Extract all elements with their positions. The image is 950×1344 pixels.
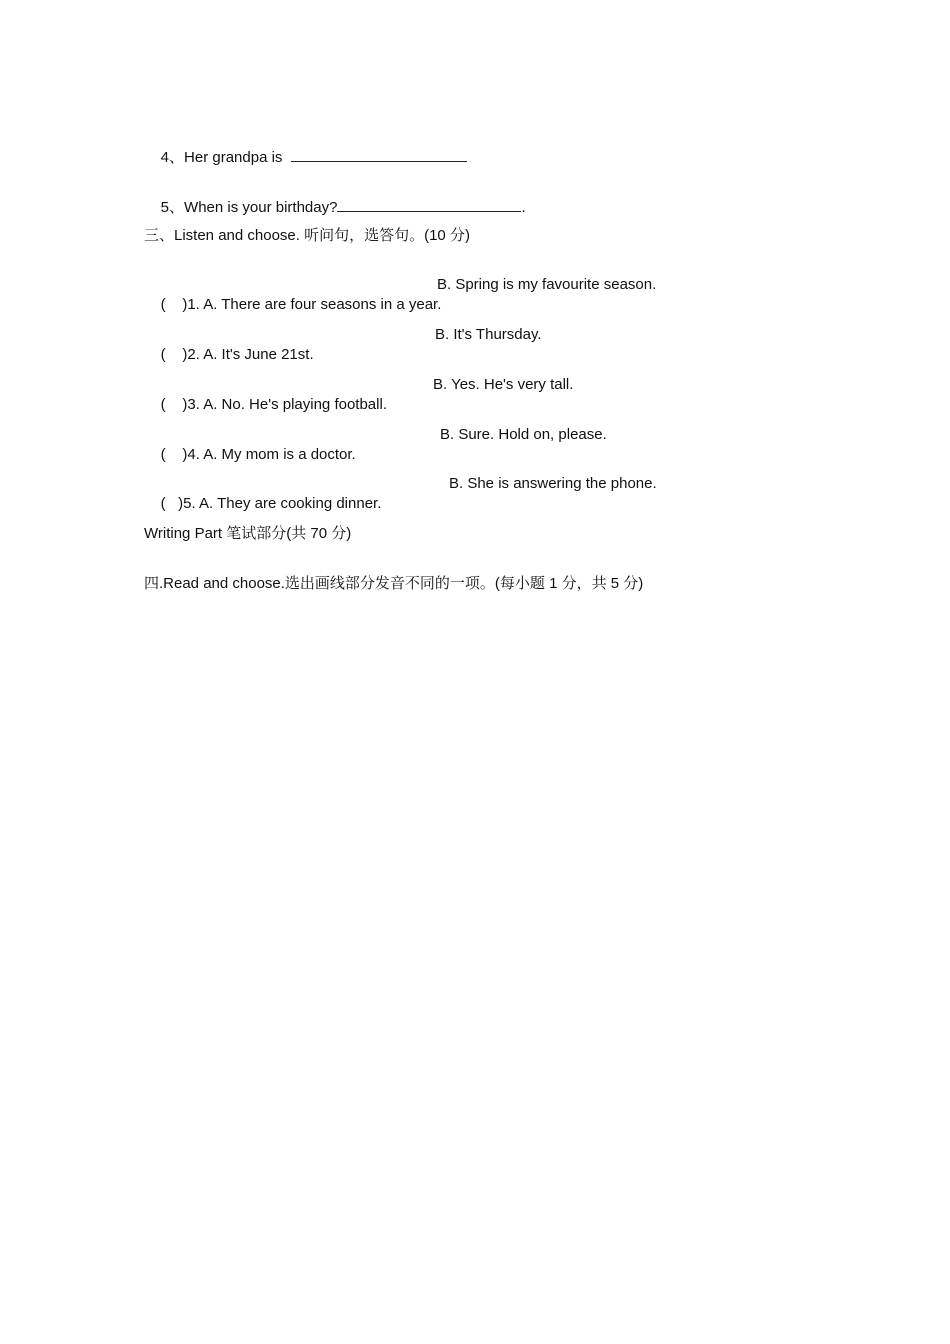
answer-blank[interactable]	[291, 147, 467, 162]
item-suffix: .	[521, 199, 526, 216]
section-3-title: 三、Listen and choose. 听问句，选答句。(10 分)	[144, 227, 470, 244]
question-label: ( )2.	[160, 346, 200, 363]
item-separator: 、	[169, 199, 185, 216]
option-b: B. She is answering the phone.	[449, 475, 657, 492]
option-a: A. My mom is a doctor.	[203, 446, 356, 463]
option-b: B. Sure. Hold on, please.	[440, 426, 607, 443]
question-label: ( )1.	[160, 296, 200, 313]
item-number: 5	[160, 199, 170, 216]
question-label: ( )4.	[160, 446, 200, 463]
question-label: ( )3.	[160, 396, 200, 413]
item-text: Her grandpa is	[184, 149, 287, 166]
item-text: When is your birthday?	[184, 199, 338, 216]
option-b: B. Spring is my favourite season.	[437, 276, 657, 293]
answer-blank[interactable]	[337, 197, 521, 212]
question-label: ( )5.	[160, 495, 196, 512]
section-4-title: 四.Read and choose.选出画线部分发音不同的一项。(每小题 1 分，共 5 分)	[144, 575, 644, 592]
option-a: A. They are cooking dinner.	[199, 495, 382, 512]
writing-part-heading: Writing Part 笔试部分(共 70 分)	[144, 525, 352, 542]
option-a: A. It's June 21st.	[203, 346, 314, 363]
option-b: B. Yes. He's very tall.	[433, 376, 574, 393]
item-number: 4	[160, 149, 170, 166]
item-separator: 、	[169, 149, 185, 166]
option-a: A. No. He's playing football.	[203, 396, 387, 413]
option-b: B. It's Thursday.	[435, 326, 542, 343]
option-a: A. There are four seasons in a year.	[203, 296, 442, 313]
